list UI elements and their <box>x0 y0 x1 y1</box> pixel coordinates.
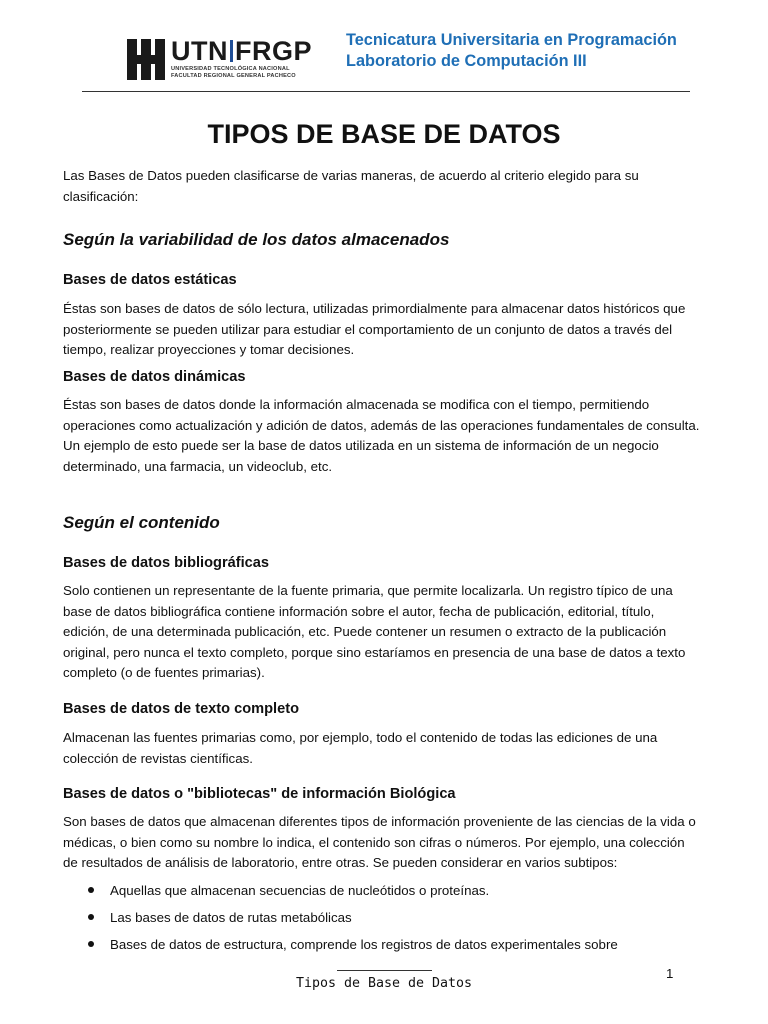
subheading-bibliographic-db: Bases de datos bibliográficas <box>63 555 270 571</box>
list-item <box>86 908 686 928</box>
subheading-biological-db: Bases de datos o "bibliotecas" de información Biológica <box>63 786 456 802</box>
bullet-icon <box>88 914 94 920</box>
header-program-info <box>346 30 677 72</box>
logo-separator <box>230 40 233 62</box>
logo-subtitle-1: UNIVERSIDAD TECNOLÓGICA NACIONAL <box>171 66 290 72</box>
section-heading-content: Según el contenido <box>63 513 220 532</box>
footer-title: Tipos de Base de Datos <box>295 976 473 991</box>
list-item <box>86 881 686 901</box>
paragraph-biological-db: Son bases de datos que almacenan diferentes tipos de información proveniente de las ciencias de la vida o médicas, o bien como su nombre lo indica, el contenido son cifras o números. Por ejemplo, una colección de resultados de análisis de laboratorio, entre otras. Se pueden considerar en varios subtipos: <box>63 814 696 870</box>
logo-subtitle-2: FACULTAD REGIONAL GENERAL PACHECO <box>171 72 296 79</box>
subheading-fulltext-db: Bases de datos de texto completo <box>63 701 299 717</box>
list-item <box>86 935 686 955</box>
paragraph-static-db: Éstas son bases de datos de sólo lectura, utilizadas primordialmente para almacenar datos históricos que posteriormente se pueden utilizar para estudiar el comportamiento de un conjunto de datos a través del tiempo, realizar proyecciones y tomar decisiones. <box>63 301 686 357</box>
list-item-text: Las bases de datos de rutas metabólicas <box>110 910 352 925</box>
paragraph-bibliographic-db: Solo contienen un representante de la fuente primaria, que permite localizarla. Un registro típico de una base de datos bibliográfica contiene información sobre el autor, fecha de publicación, editorial, título, edición, de una determinada publicación, etc. Puede contener un resumen o extracto de la publicación original, pero nunca el texto completo, porque sino estaríamos en presencia de una base de datos a texto completo (o de fuentes primarias). <box>63 583 686 680</box>
list-item-text: Aquellas que almacenan secuencias de nucleótidos o proteínas. <box>110 883 490 898</box>
section-heading-variability: Según la variabilidad de los datos almacenados <box>63 230 450 249</box>
paragraph-fulltext-db: Almacenan las fuentes primarias como, por ejemplo, todo el contenido de todas las ediciones de una colección de revistas científicas. <box>63 730 658 766</box>
utn-logo-wordmark <box>171 36 312 79</box>
intro-paragraph: Las Bases de Datos pueden clasificarse de varias maneras, de acuerdo al criterio elegido para su clasificación: <box>63 168 639 204</box>
utn-logo-icon <box>127 39 165 80</box>
program-name: Tecnicatura Universitaria en Programación <box>346 31 677 49</box>
logo-frgp: FRGP <box>235 36 313 66</box>
bullet-icon <box>88 887 94 893</box>
list-item-text: Bases de datos de estructura, comprende los registros de datos experimentales sobre <box>110 937 618 952</box>
page-title: TIPOS DE BASE DE DATOS <box>207 119 561 149</box>
page-number: 1 <box>666 966 674 981</box>
paragraph-dynamic-db: Éstas son bases de datos donde la información almacenada se modifica con el tiempo, permitiendo operaciones como actualización y adición de datos, además de las operaciones fundamentales de consulta. Un ejemplo de esto puede ser la base de datos utilizada en un sistema de información de un negocio determinado, una farmacia, un videoclub, etc. <box>63 397 700 474</box>
bullet-icon <box>88 941 94 947</box>
footer-divider <box>337 970 432 971</box>
biological-subtypes-list <box>86 881 686 962</box>
subheading-static-db: Bases de datos estáticas <box>63 272 237 288</box>
header-divider <box>82 91 690 92</box>
course-name: Laboratorio de Computación III <box>346 52 587 70</box>
logo-utn: UTN <box>171 36 228 66</box>
subheading-dynamic-db: Bases de datos dinámicas <box>63 369 246 385</box>
